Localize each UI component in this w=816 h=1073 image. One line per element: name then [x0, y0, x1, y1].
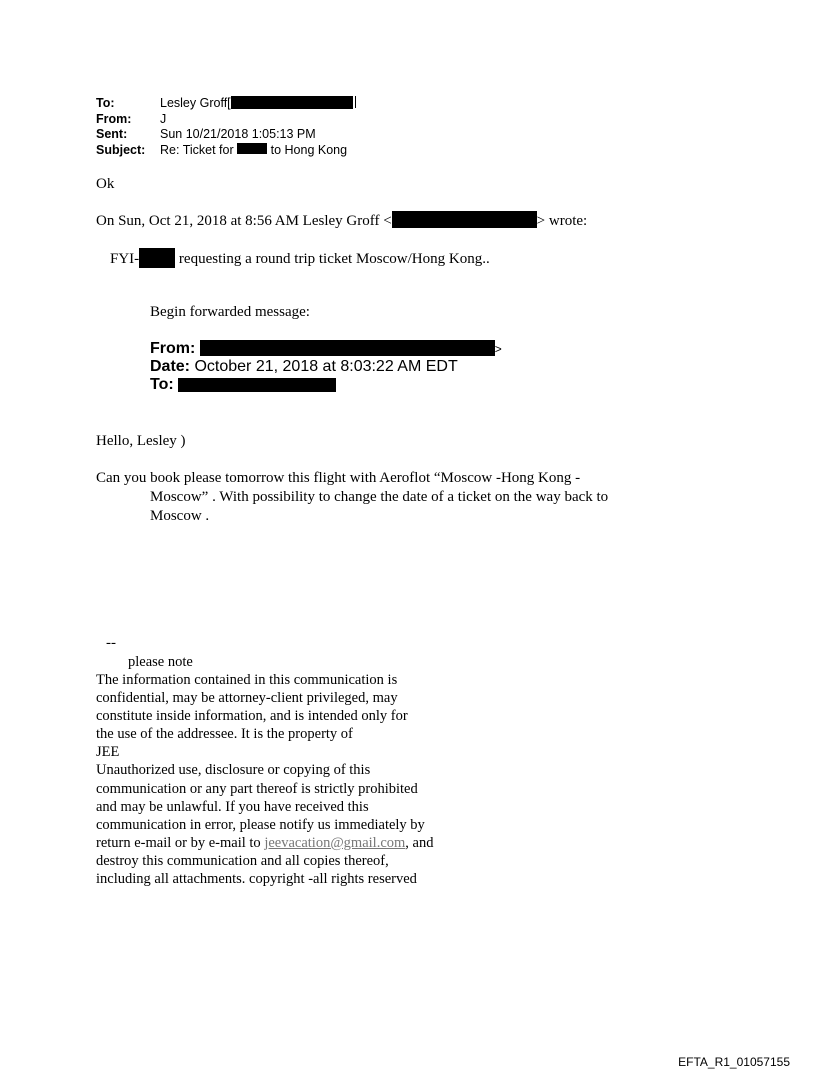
message-body: [96, 469, 656, 526]
forwarded-from-row: [150, 340, 502, 358]
redaction-bar: [200, 340, 495, 356]
forwarded-date-row: [150, 358, 502, 376]
disclaimer-line: destroy this communication and all copies thereof,: [96, 852, 389, 869]
fyi-prefix: FYI-: [110, 251, 140, 267]
disclaimer: [96, 671, 516, 888]
from-label: From:: [96, 111, 132, 126]
signature-dashes: --: [106, 635, 116, 651]
sent-label: Sent:: [96, 127, 128, 141]
disclaimer-line: [96, 834, 516, 852]
disclaimer-line: including all attachments. copyright -all rights reserved: [96, 871, 417, 888]
disclaimer-text: , and: [405, 834, 434, 851]
disclaimer-line: constitute inside information, and is intended only for: [96, 708, 408, 725]
message-line-2: Moscow” . With possibility to change the date of a ticket on the way back to: [150, 489, 609, 505]
quote-intro: [96, 211, 587, 230]
disclaimer-line: communication or any part thereof is strictly prohibited: [96, 780, 418, 797]
to-label: To:: [96, 96, 115, 110]
forwarded-to-label: To:: [150, 376, 174, 393]
forwarded-date-value: October 21, 2018 at 8:03:22 AM EDT: [194, 358, 458, 375]
signature-note: please note: [128, 654, 193, 670]
fyi-suffix: requesting a round trip ticket Moscow/Hong Kong..: [178, 251, 490, 267]
email-header: [96, 96, 356, 158]
fyi-line: [110, 248, 490, 268]
document-stamp: EFTA_R1_01057155: [678, 1055, 790, 1069]
quote-intro-suffix: > wrote:: [536, 213, 588, 229]
sent-value: Sun 10/21/2018 1:05:13 PM: [160, 127, 316, 141]
disclaimer-line: confidential, may be attorney-client privileged, may: [96, 690, 398, 707]
greeting: Hello, Lesley ): [96, 433, 186, 449]
disclaimer-line: The information contained in this communication is: [96, 672, 398, 688]
redaction-bar: [392, 211, 537, 228]
forwarded-from-suffix: >: [494, 342, 502, 356]
disclaimer-line: communication in error, please notify us immediately by: [96, 816, 425, 833]
disclaimer-line: and may be unlawful. If you have received this: [96, 798, 369, 815]
quote-intro-prefix: On Sun, Oct 21, 2018 at 8:56 AM Lesley Groff <: [96, 213, 392, 229]
forwarded-header: [150, 340, 502, 394]
header-to-row: [96, 96, 356, 112]
header-from-row: [96, 112, 356, 128]
subject-suffix: to Hong Kong: [270, 142, 348, 157]
email-link[interactable]: jeevacation@gmail.com: [264, 834, 406, 851]
forwarded-from-label: From:: [150, 340, 196, 357]
header-sent-row: [96, 127, 356, 143]
forwarded-intro: Begin forwarded message:: [150, 304, 310, 320]
reply-text: Ok: [96, 176, 115, 192]
disclaimer-line: JEE: [96, 744, 120, 761]
redaction-bar: [139, 248, 175, 268]
message-line-1: Can you book please tomorrow this flight with Aeroflot “Moscow -Hong Kong -: [96, 470, 581, 486]
subject-label: Subject:: [96, 142, 146, 157]
to-value: Lesley Groff[: [160, 96, 231, 110]
redaction-bar: [231, 96, 353, 109]
disclaimer-line: the use of the addressee. It is the property of: [96, 726, 353, 743]
subject-prefix: Re: Ticket for: [160, 142, 234, 157]
disclaimer-text: return e-mail or by e-mail to: [96, 834, 265, 851]
bracket-mark: [353, 96, 356, 108]
disclaimer-line: Unauthorized use, disclosure or copying of this: [96, 762, 371, 779]
from-value: J: [160, 111, 167, 126]
message-line-3: Moscow .: [150, 508, 210, 524]
header-subject-row: [96, 143, 356, 159]
redaction-bar: [237, 143, 267, 154]
redaction-bar: [178, 378, 336, 392]
forwarded-date-label: Date:: [150, 358, 191, 375]
forwarded-to-row: [150, 376, 502, 394]
